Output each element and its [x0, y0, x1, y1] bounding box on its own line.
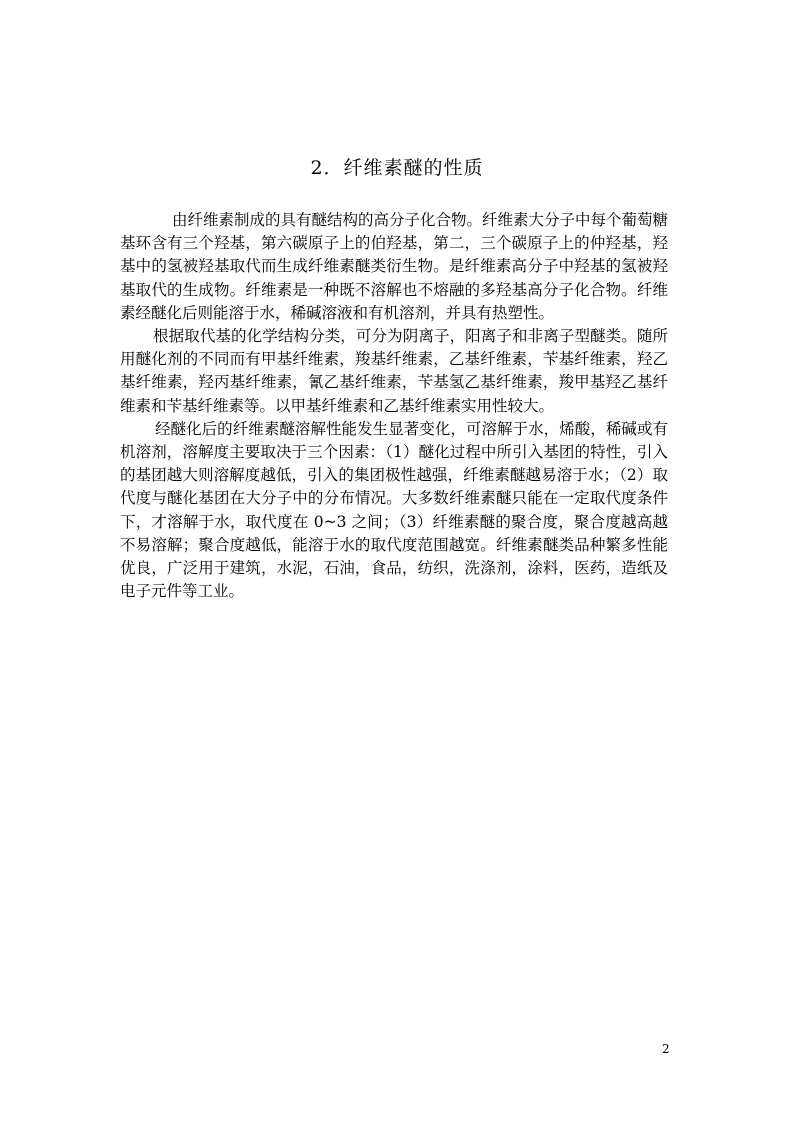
page-number: 2 — [662, 1042, 670, 1056]
section-title: 2．纤维素醚的性质 — [310, 157, 484, 179]
paragraph-solubility: 经醚化后的纤维素醚溶解性能发生显著变化，可溶解于水，烯酸，稀碱或有机溶剂，溶解度主要取决于三个因素：（1）醚化过程中所引入基团的特性，引入的基团越大则溶解度越低，引入的集团极性越强，纤维素醚越易溶于水；（2）取代度与醚化基团在大分子中的分布情况。大多数纤维素醚只能在一定取代度条件下，才溶解于水，取代度在 0~3 之间；（3）纤维素醚的聚合度，聚合度越高越不易溶解；聚合度越低，能溶于水的取代度范围越宽。纤维素醚类品种繁多性能优良，广泛用于建筑，水泥，石油，食品，纺织，洗涤剂，涂料，医药，造纸及电子元件等工业。 — [120, 419, 668, 601]
paragraph-classification: 根据取代基的化学结构分类，可分为阴离子，阳离子和非离子型醚类。随所用醚化剂的不同而有甲基纤维素，羧基纤维素，乙基纤维素，苄基纤维素，羟乙基纤维素，羟丙基纤维素，氰乙基纤维素，苄基氢乙基纤维素，羧甲基羟乙基纤维素和苄基纤维素等。以甲基纤维素和乙基纤维素实用性较大。 — [120, 327, 668, 415]
paragraph-definition: 由纤维素制成的具有醚结构的高分子化合物。纤维素大分子中每个葡萄糖基环含有三个羟基，第六碳原子上的伯羟基，第二，三个碳原子上的仲羟基，羟基中的氢被羟基取代而生成纤维素醚类衍生物。是纤维素高分子中羟基的氢被羟基取代的生成物。纤维素是一种既不溶解也不熔融的多羟基高分子化合物。纤维素经醚化后则能溶于水，稀碱溶液和有机溶剂，并具有热塑性。 — [120, 211, 669, 322]
body-text — [120, 209, 668, 603]
